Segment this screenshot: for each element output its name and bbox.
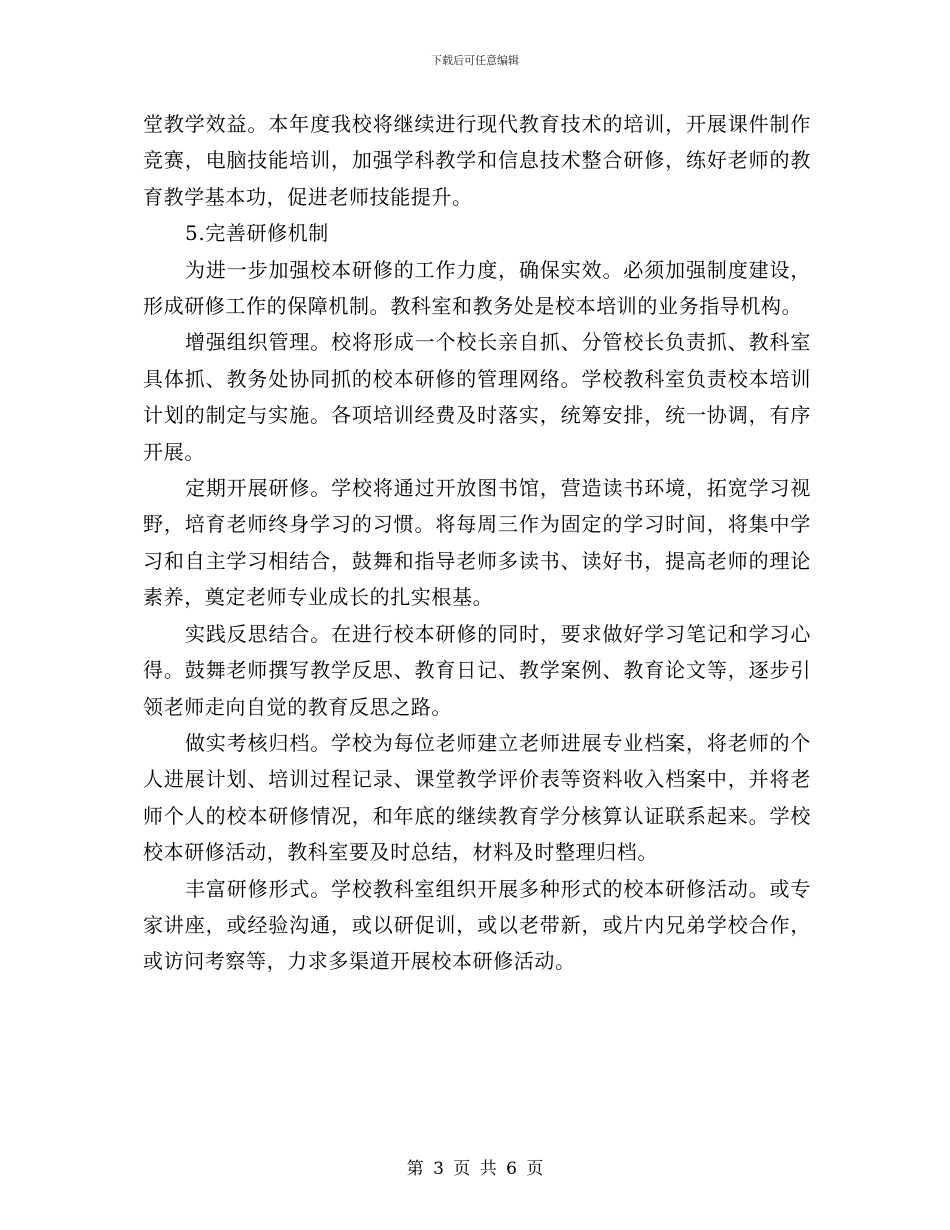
paragraph-1: 堂教学效益。本年度我校将继续进行现代教育技术的培训，开展课件制作竞赛，电脑技能培训，加强学科教学和信息技术整合研修，练好老师的教育教学基本功，促进老师技能提升。 xyxy=(143,112,811,209)
paragraph-4: 增强组织管理。校将形成一个校长亲自抓、分管校长负责抓、教科室具体抓、教务处协同抓的校本研修的管理网络。学校教科室负责校本培训计划的制定与实施。各项培训经费及时落实，统筹安排，统一协调，有序开展。 xyxy=(143,330,811,464)
paragraph-6: 实践反思结合。在进行校本研修的同时，要求做好学习笔记和学习心得。鼓舞老师撰写教学反思、教育日记、教学案例、教育论文等，逐步引领老师走向自觉的教育反思之路。 xyxy=(143,621,811,719)
paragraph-3: 为进一步加强校本研修的工作力度，确保实效。必须加强制度建设，形成研修工作的保障机制。教科室和教务处是校本培训的业务指导机构。 xyxy=(143,257,811,319)
page-header: 下载后可任意编辑 xyxy=(431,54,519,67)
page-footer: 第 3 页 共 6 页 xyxy=(406,1159,544,1179)
document-body xyxy=(143,106,811,980)
paragraph-7: 做实考核归档。学校为每位老师建立老师进展专业档案，将老师的个人进展计划、培训过程记录、课堂教学评价表等资料收入档案中，并将老师个人的校本研修情况，和年底的继续教育学分核算认证联系起来。学校校本研修活动，教科室要及时总结，材料及时整理归档。 xyxy=(143,730,811,865)
paragraph-8: 丰富研修形式。学校教科室组织开展多种形式的校本研修活动。或专家讲座，或经验沟通，或以研促训，或以老带新，或片内兄弟学校合作，或访问考察等，力求多渠道开展校本研修活动。 xyxy=(143,876,811,974)
paragraph-5: 定期开展研修。学校将通过开放图书馆，营造读书环境，拓宽学习视野，培育老师终身学习的习惯。将每周三作为固定的学习时间，将集中学习和自主学习相结合，鼓舞和指导老师多读书、读好书，提高老师的理论素养，奠定老师专业成长的扎实根基。 xyxy=(143,476,811,610)
section-heading: 5.完善研修机制 xyxy=(185,221,329,246)
